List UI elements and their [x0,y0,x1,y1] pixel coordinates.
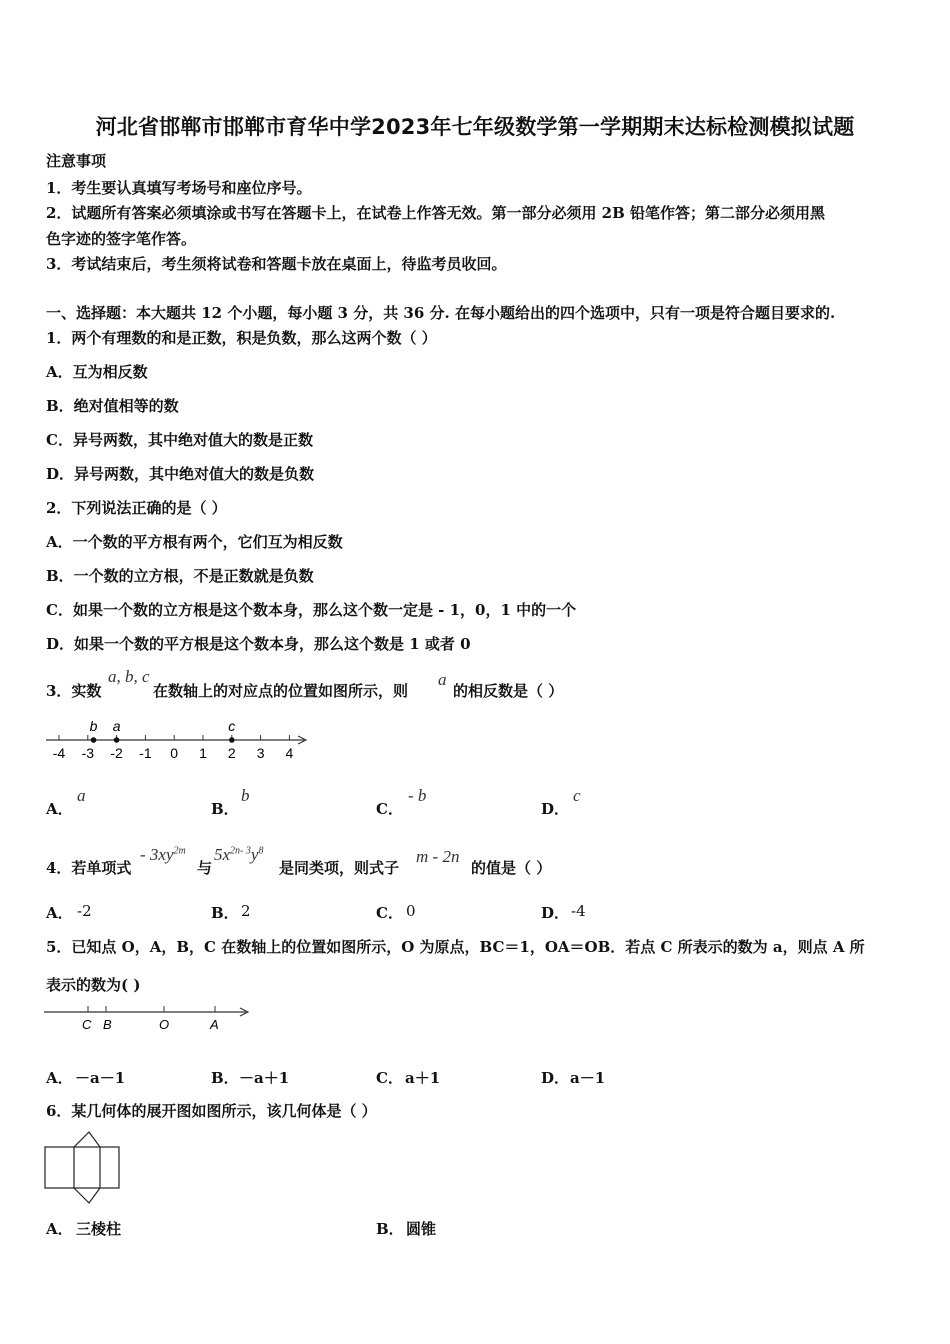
number-line-point-label-b: b [89,718,98,734]
notice-heading: 注意事项 [46,152,107,170]
q4-prefix: 4．若单项式 [46,859,132,877]
page-title: 河北省邯郸市邯郸市育华中学2023年七年级数学第一学期期末达标检测模拟试题 [95,115,855,139]
q4-option-c-letter: C． [376,904,403,922]
q4-option-a-value: -2 [77,902,92,920]
q3-option-b-letter: B． [211,800,239,818]
q4-term2-exp2: 8 [258,845,264,857]
q4-term2-base: 5x [214,845,231,864]
q4-term2 [214,845,263,865]
q4-option-b-value: 2 [241,902,251,920]
notice-item-2: 2．试题所有答案必须填涂或书写在答题卡上，在试卷上作答无效。第一部分必须用 2B 铅笔作答；第二部分必须用黑 [46,204,826,222]
q6-option-b-letter: B． [376,1220,404,1238]
q3-vars: a, b, c [108,667,150,686]
net-rectangles [45,1147,119,1188]
q1-option-d: D．异号两数，其中绝对值大的数是负数 [46,465,315,483]
q3-prefix: 3．实数 [46,682,102,700]
q4-term1-base: - 3xy [140,845,174,864]
q3-middle: 在数轴上的对应点的位置如图所示，则 [153,682,409,700]
number-line-tick-label: 1 [199,745,207,761]
q3-var-a: a [438,670,447,689]
q2-option-a: A．一个数的平方根有两个，它们互为相反数 [46,533,343,551]
net-top-triangle [74,1132,100,1147]
q6-option-a-letter: A． [46,1220,73,1238]
number-line-tick-label: 0 [170,745,179,761]
q4-text2: 是同类项，则式子 [279,859,400,877]
notice-item-2-cont: 色字迹的签字笔作答。 [46,230,197,248]
number-line-tick-label: -4 [52,745,66,761]
number-line-point-label-a: a [112,718,121,734]
q5-option-b-value: －a＋1 [239,1069,290,1087]
notice-item-1: 1．考生要认真填写考场号和座位序号。 [46,179,312,197]
q5-label-b: B [103,1017,112,1032]
q3-number-line [42,714,314,762]
q3-option-a-letter: A． [46,800,73,818]
q5-option-a-letter: A． [46,1069,73,1087]
q6-option-a-value: 三棱柱 [76,1220,122,1238]
q5-line2: 表示的数为( ) [46,976,141,994]
q5-option-a-value: －a－1 [75,1069,126,1087]
q2-option-b: B．一个数的立方根，不是正数就是负数 [46,567,314,585]
q2-stem: 2．下列说法正确的是（ ） [46,499,227,517]
q5-line1: 5．已知点 O，A，B，C 在数轴上的位置如图所示，O 为原点，BC＝1，OA＝OB．若点 C 所表示的数为 a，则点 A 所 [46,938,865,956]
q3-option-d-value: c [573,786,581,805]
q6-net-figure [44,1130,122,1206]
q4-mid: 与 [197,859,213,877]
q4-option-d-letter: D． [541,904,570,922]
number-line-tick-label: -2 [110,745,123,761]
q3-option-d-letter: D． [541,800,570,818]
number-line-point-c [229,737,235,743]
q5-label-o: O [159,1017,170,1032]
number-line-tick-label: -1 [139,745,152,761]
q4-expr: m - 2n [416,847,460,866]
q2-option-c: C．如果一个数的立方根是这个数本身，那么这个数一定是 - 1，0，1 中的一个 [46,601,577,619]
q4-option-b-letter: B． [211,904,239,922]
q1-option-b: B．绝对值相等的数 [46,397,179,415]
q5-option-d-value: a－1 [570,1069,606,1087]
number-line-tick-label: 2 [227,745,236,761]
q4-option-d-value: -4 [571,902,586,920]
q5-option-d-letter: D． [541,1069,570,1087]
q5-option-b-letter: B． [211,1069,239,1087]
q5-number-line [42,1000,256,1036]
number-line-point-a [114,737,120,743]
q1-option-c: C．异号两数，其中绝对值大的数是正数 [46,431,313,449]
q4-suffix: 的值是（ ） [471,859,552,877]
q3-suffix: 的相反数是（ ） [453,682,564,700]
q1-stem: 1．两个有理数的和是正数，积是负数，那么这两个数（ ） [46,329,437,347]
q4-term1 [140,845,186,865]
section-header: 一、选择题：本大题共 12 个小题，每小题 3 分，共 36 分. 在每小题给出的四个选项中，只有一项是符合题目要求的. [46,304,836,322]
q1-option-a: A．互为相反数 [46,363,148,381]
q2-option-d: D．如果一个数的平方根是这个数本身，那么这个数是 1 或者 0 [46,635,471,653]
q4-term1-exp: 2m [173,845,186,857]
number-line-point-b [91,737,97,743]
number-line-point-label-c: c [228,718,236,734]
q5-option-c-value: a＋1 [405,1069,441,1087]
q3-option-b-value: b [241,786,250,805]
notice-item-3: 3．考试结束后，考生须将试卷和答题卡放在桌面上，待监考员收回。 [46,255,507,273]
number-line-tick-label: 4 [285,745,294,761]
number-line-tick-label: 3 [256,745,265,761]
net-bottom-triangle [74,1188,100,1203]
q5-option-c-letter: C． [376,1069,403,1087]
q5-label-a: A [210,1017,219,1032]
q4-term2-y: y [250,845,259,864]
q3-option-c-value: - b [408,786,427,805]
q6-option-b-value: 圆锥 [406,1220,437,1238]
q4-option-a-letter: A． [46,904,73,922]
q4-option-c-value: 0 [406,902,416,920]
q4-term2-exp1: 2n- 3 [230,845,251,857]
q5-label-c: C [82,1017,92,1032]
q3-option-a-value: a [77,786,86,805]
q3-option-c-letter: C． [376,800,403,818]
number-line-tick-label: -3 [81,745,95,761]
q6-stem: 6．某几何体的展开图如图所示，该几何体是（ ） [46,1102,377,1120]
